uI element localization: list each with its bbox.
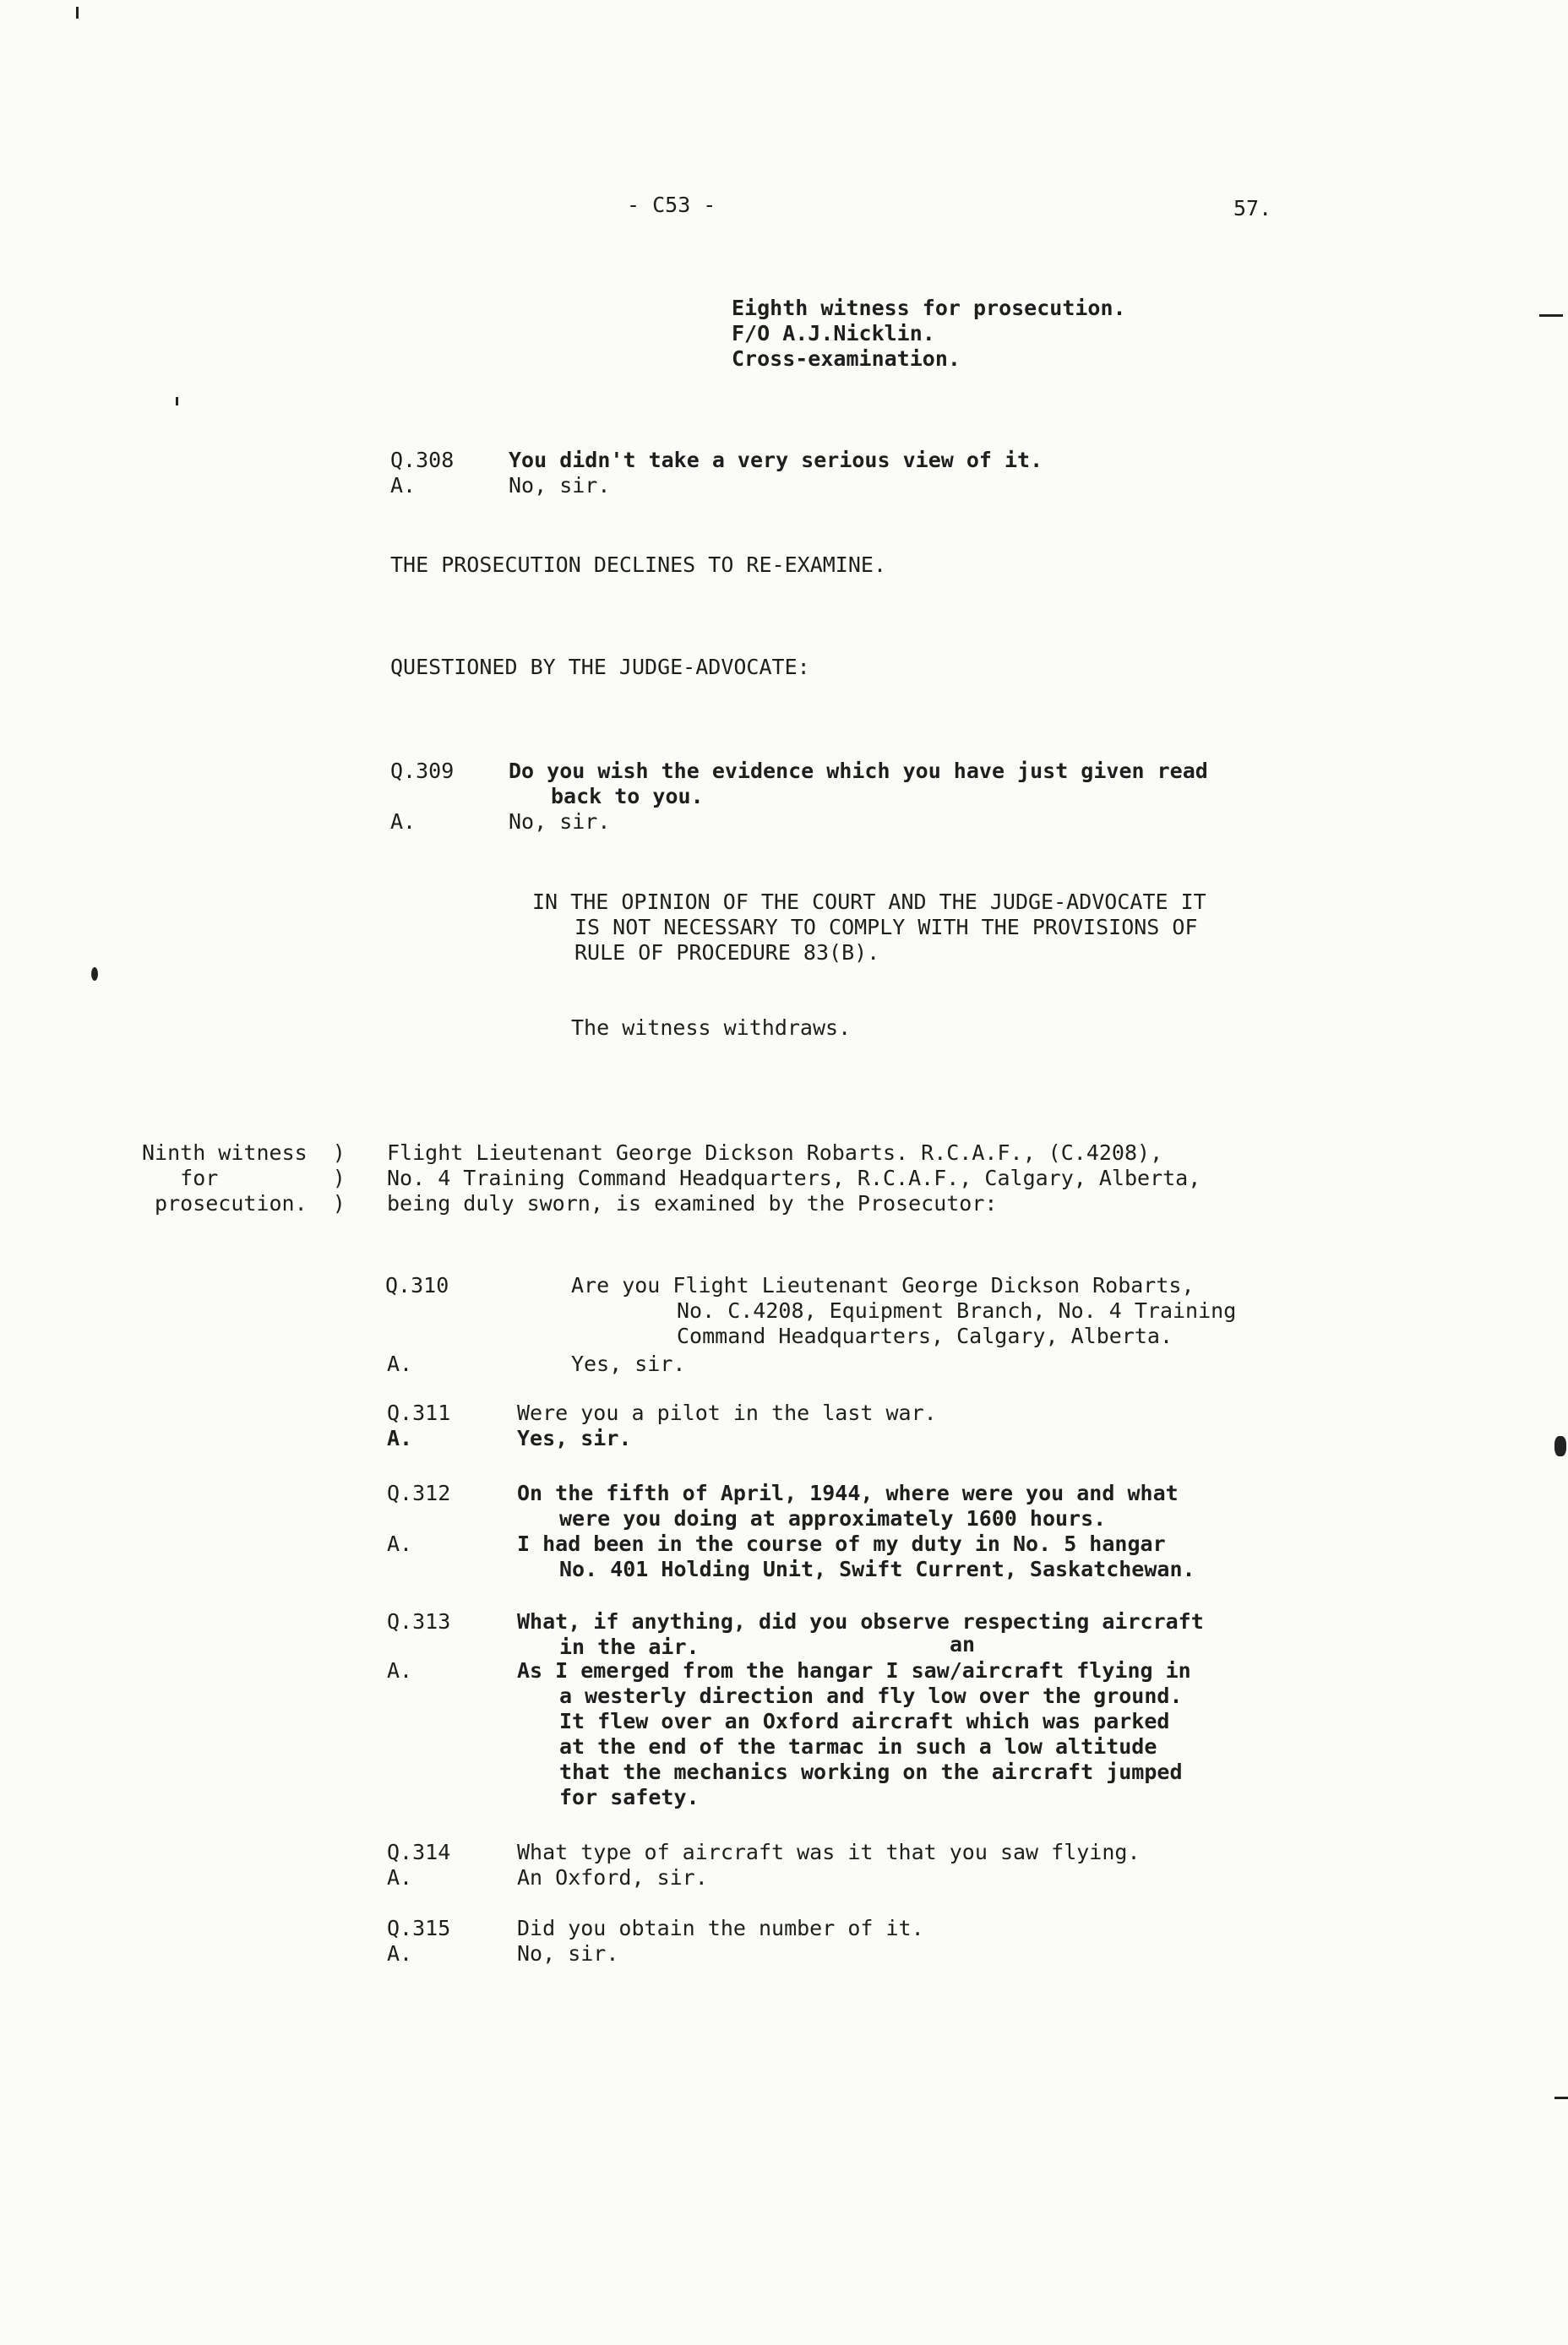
- answer-label: A.: [387, 1865, 413, 1890]
- question-number: Q.315: [387, 1916, 451, 1940]
- answer-line: I had been in the course of my duty in No. 5 hangar: [517, 1532, 1166, 1556]
- heading-line: Cross-examination.: [732, 346, 961, 371]
- answer-text: No, sir.: [509, 809, 611, 834]
- page-number: 57.: [1233, 196, 1272, 220]
- question-line: in the air.: [559, 1635, 700, 1659]
- scan-mark: [76, 7, 79, 19]
- opinion-line: IS NOT NECESSARY TO COMPLY WITH THE PROVISIONS OF: [574, 915, 1198, 939]
- side-label-line: for ): [180, 1166, 346, 1190]
- intro-line: No. 4 Training Command Headquarters, R.C.A.F., Calgary, Alberta,: [387, 1166, 1201, 1190]
- question-number: Q.308: [390, 448, 455, 472]
- answer-label: A.: [387, 1426, 413, 1450]
- question-line: On the fifth of April, 1944, where were you and what: [517, 1481, 1179, 1505]
- scan-mark: [1539, 314, 1563, 317]
- opinion-line: RULE OF PROCEDURE 83(B).: [574, 940, 880, 965]
- answer-label: A.: [387, 1352, 413, 1376]
- question-line: Do you wish the evidence which you have just given read: [509, 759, 1208, 783]
- witness-side-label: [142, 1140, 346, 1216]
- question-text: [571, 1273, 1236, 1349]
- answer-text: An Oxford, sir.: [517, 1865, 708, 1890]
- question-text: [517, 1609, 1204, 1660]
- question-number: Q.314: [387, 1840, 451, 1864]
- answer-label: A.: [387, 1658, 413, 1683]
- intro-line: Flight Lieutenant George Dickson Robarts. R.C.A.F., (C.4208),: [387, 1140, 1163, 1165]
- answer-line: for safety.: [559, 1785, 700, 1809]
- answer-text: Yes, sir.: [571, 1352, 686, 1376]
- question-text: [517, 1481, 1179, 1532]
- question-text: Were you a pilot in the last war.: [517, 1401, 937, 1425]
- answer-line: As I emerged from the hangar I saw/aircraft flying in: [517, 1658, 1191, 1683]
- witness-intro: [387, 1140, 1200, 1216]
- heading-line: Eighth witness for prosecution.: [732, 296, 1126, 320]
- question-text: You didn't take a very serious view of it.: [509, 448, 1043, 472]
- answer-label: A.: [387, 1941, 413, 1966]
- question-text: What type of aircraft was it that you saw flying.: [517, 1840, 1141, 1864]
- answer-text: No, sir.: [509, 473, 611, 498]
- side-label-line: Ninth witness ): [142, 1140, 346, 1165]
- answer-text: [517, 1658, 1191, 1810]
- question-number: Q.312: [387, 1481, 451, 1505]
- answer-text: [517, 1532, 1195, 1582]
- question-line: Command Headquarters, Calgary, Alberta.: [677, 1324, 1173, 1348]
- answer-label: A.: [387, 1532, 413, 1556]
- side-label-line: prosecution. ): [155, 1191, 346, 1216]
- question-text: [509, 759, 1208, 809]
- scan-speck: [1554, 1436, 1566, 1456]
- heading-line: F/O A.J.Nicklin.: [732, 321, 935, 345]
- question-text: Did you obtain the number of it.: [517, 1916, 924, 1940]
- question-line: No. C.4208, Equipment Branch, No. 4 Training: [677, 1298, 1237, 1323]
- scan-mark: [176, 397, 178, 405]
- opinion-line: IN THE OPINION OF THE COURT AND THE JUDGE-ADVOCATE IT: [532, 890, 1206, 914]
- scan-mark: [1554, 2097, 1568, 2099]
- answer-text: Yes, sir.: [517, 1426, 632, 1450]
- question-line: were you doing at approximately 1600 hours.: [559, 1506, 1107, 1531]
- page-code: - C53 -: [627, 193, 716, 217]
- question-number: Q.310: [385, 1273, 449, 1298]
- court-opinion: [532, 890, 1206, 966]
- scan-speck: [91, 967, 98, 981]
- answer-line: that the mechanics working on the aircraft jumped: [559, 1760, 1183, 1784]
- questioned-by-heading: QUESTIONED BY THE JUDGE-ADVOCATE:: [390, 655, 810, 679]
- question-number: Q.313: [387, 1609, 451, 1634]
- answer-label: A.: [390, 473, 416, 498]
- question-number: Q.311: [387, 1401, 451, 1425]
- prosecution-declines: THE PROSECUTION DECLINES TO RE-EXAMINE.: [390, 552, 886, 577]
- answer-line: at the end of the tarmac in such a low altitude: [559, 1734, 1157, 1759]
- question-line: back to you.: [551, 784, 704, 808]
- answer-label: A.: [390, 809, 416, 834]
- handwritten-insert: an: [950, 1632, 976, 1657]
- answer-line: No. 401 Holding Unit, Swift Current, Saskatchewan.: [559, 1557, 1195, 1581]
- answer-line: It flew over an Oxford aircraft which was parked: [559, 1709, 1170, 1733]
- question-line: Are you Flight Lieutenant George Dickson Robarts,: [571, 1273, 1195, 1298]
- witness-withdraws: The witness withdraws.: [571, 1015, 852, 1040]
- intro-line: being duly sworn, is examined by the Prosecutor:: [387, 1191, 998, 1216]
- answer-line: a westerly direction and fly low over the ground.: [559, 1684, 1183, 1708]
- answer-text: No, sir.: [517, 1941, 619, 1966]
- question-number: Q.309: [390, 759, 455, 783]
- witness-heading: [732, 296, 1126, 372]
- question-line: What, if anything, did you observe respecting aircraft: [517, 1609, 1204, 1634]
